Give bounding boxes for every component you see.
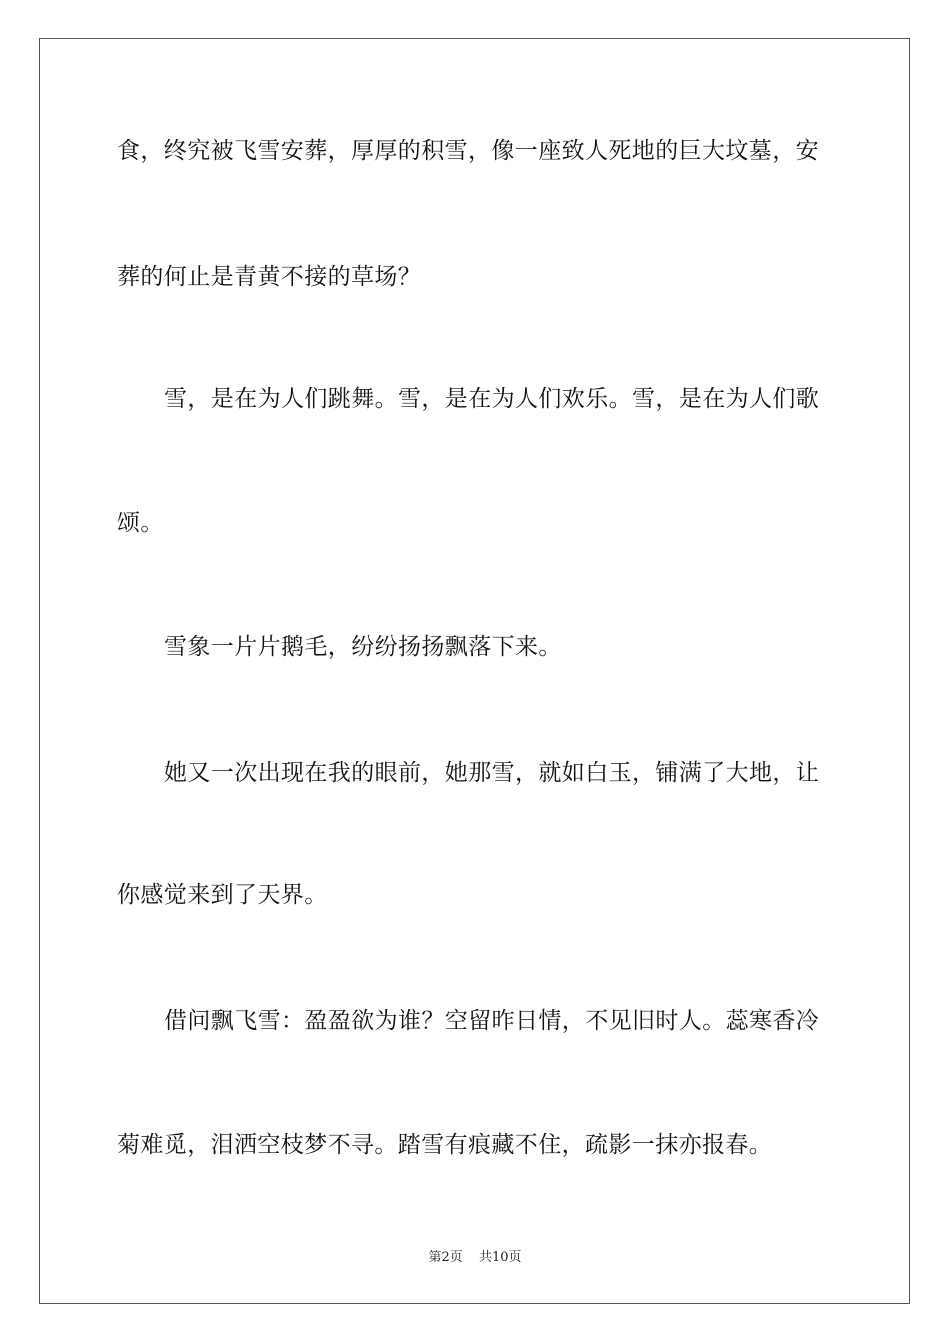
text-line: 葬的何止是青黄不接的草场？ xyxy=(117,264,422,290)
page-footer xyxy=(0,1246,950,1265)
text-line: 菊难觅，泪洒空枝梦不寻。踏雪有痕藏不住，疏影一抹亦报春。 xyxy=(117,1132,773,1158)
page-number: 第2页 xyxy=(428,1250,463,1265)
text-line: 你感觉来到了天界。 xyxy=(117,882,328,908)
text-line: 食，终究被飞雪安葬，厚厚的积雪，像一座致人死地的巨大坟墓，安 xyxy=(117,138,819,164)
page-frame xyxy=(39,38,910,1304)
text-line: 颂。 xyxy=(117,510,164,536)
text-line: 雪象一片片鹅毛，纷纷扬扬飘落下来。 xyxy=(164,634,562,660)
text-line: 借问飘飞雪：盈盈欲为谁？空留昨日情，不见旧时人。蕊寒香冷 xyxy=(164,1008,820,1034)
page-total: 共10页 xyxy=(478,1250,522,1265)
text-line: 雪，是在为人们跳舞。雪，是在为人们欢乐。雪，是在为人们歌 xyxy=(164,386,820,412)
text-line: 她又一次出现在我的眼前，她那雪，就如白玉，铺满了大地，让 xyxy=(164,760,820,786)
